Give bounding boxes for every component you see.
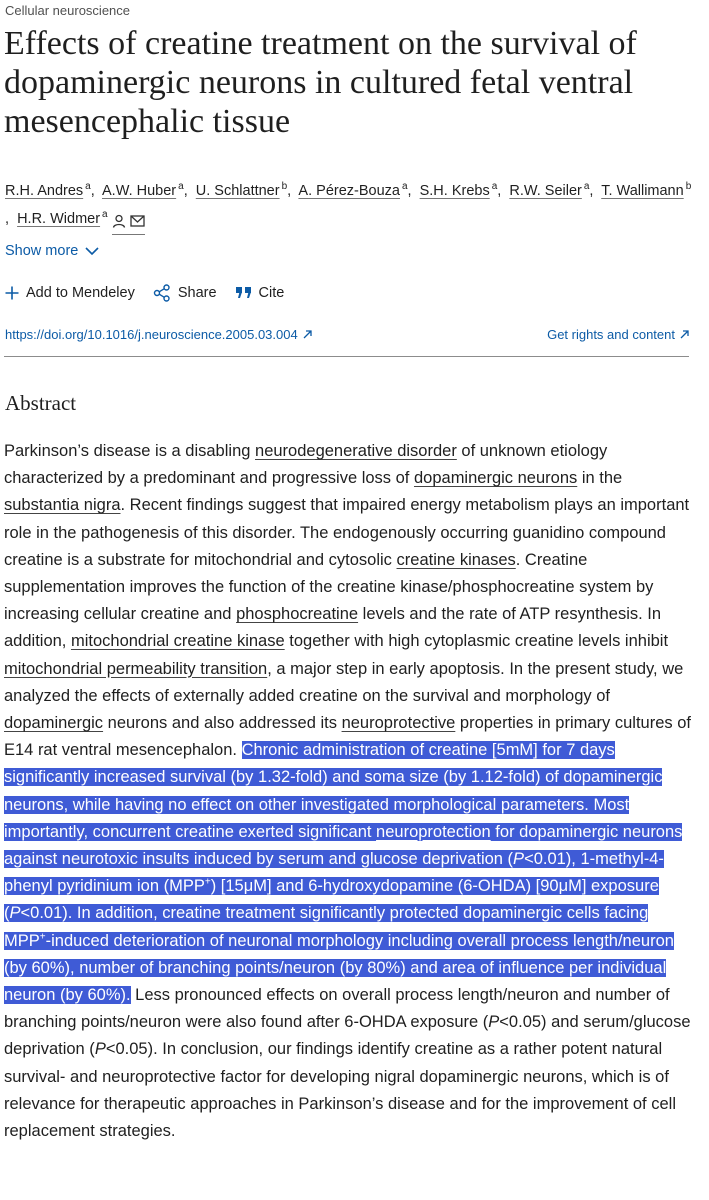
term-link[interactable]: dopaminergic — [4, 714, 104, 733]
term-link[interactable]: neuroprotective — [341, 714, 456, 733]
person-icon — [112, 214, 126, 228]
term-link[interactable]: dopaminergic neurons — [413, 469, 578, 488]
author-link[interactable]: A.W. Huber $^a$ — [102, 181, 184, 199]
author-link-corresponding[interactable]: H.R. Widmer $^a$ — [17, 209, 108, 227]
term-link[interactable]: neurodegenerative disorder — [255, 442, 457, 460]
term-link[interactable]: phosphocreatine — [236, 605, 359, 624]
chevron-down-icon — [85, 247, 99, 256]
envelope-icon — [130, 215, 145, 227]
external-link-icon — [303, 330, 312, 339]
show-more-button[interactable]: Show more — [5, 243, 99, 259]
author-list: R.H. Andres $^a$, A.W. Huber $^a$, U. Schlattner $^b$, A. Pérez-Bouza $^a$, S.H. Krebs $^a$, R.W. Seiler $^a$, T. Wallimann $^b$, H.R. Widmer $^a$ — [5, 175, 695, 235]
author-link[interactable]: A. Pérez-Bouza $^a$ — [298, 181, 408, 199]
term-link[interactable]: creatine kinases — [396, 550, 516, 569]
corresponding-author-icons[interactable] — [112, 209, 145, 235]
article-category[interactable]: Cellular neuroscience — [5, 3, 131, 18]
term-link[interactable]: neuroprotection — [376, 822, 491, 841]
article-title: Effects of creatine treatment on the survival of dopaminergic neurons in cultured fetal ventral mesencephalic tissue — [4, 25, 637, 140]
author-link[interactable]: R.H. Andres $^a$ — [5, 181, 91, 199]
section-divider — [4, 356, 689, 357]
cite-button[interactable]: Cite — [235, 285, 285, 301]
quote-icon — [235, 286, 252, 300]
abstract-heading: Abstract — [5, 391, 77, 415]
author-link[interactable]: U. Schlattner $^b$ — [195, 181, 288, 199]
doi-row — [5, 327, 689, 342]
author-link[interactable]: T. Wallimann $^b$ — [601, 181, 692, 199]
abstract-text: Parkinson’s disease is a disabling neurodegenerative disorder of unknown etiology characterized by a predominant and progressive loss of dopaminergic neurons in the substantia nigra. Recent findings suggest that impaired energy metabolism plays an important role in the pathogenesis of this disorder. The endogenously occurring guanidino compound creatine is a substrate for mitochondrial and cytosolic creatine kinases. Creatine supplementation improves the function of the creatine kinase/phosphocreatine system by increasing cellular creatine and phosphocreatine levels and the rate of ATP resynthesis. In addition, mitochondrial creatine kinase together with high cytoplasmic creatine levels inhibit mitochondrial permeability transition, a major step in early apoptosis. In the present study, we analyzed the effects of externally added creatine on the survival and morphology of dopaminergic neurons and also addressed its neuroprotective properties in primary cultures of E14 rat ventral mesencephalon. Chronic administration of creatine [5mM] for 7 days significantly increased survival (by 1.32-fold) and soma size (by 1.12-fold) of dopaminergic neurons, while having no effect on other investigated morphological parameters. Most importantly, concurrent creatine exerted significant neuroprotection for dopaminergic neurons against neurotoxic insults induced by serum and glucose deprivation (P<0.01), 1-methyl-4-phenyl pyridinium ion (MPP+) [15μM] and 6-hydroxydopamine (6-OHDA) [90μM] exposure (P<0.01). In addition, creatine treatment significantly protected dopaminergic cells facing MPP+-induced deterioration of neuronal morphology including overall process length/neuron (by 60%), number of branching points/neuron (by 80%) and area of influence per individual neuron (by 60%). Less pronounced effects on overall process length/neuron and number of branching points/neuron were also found after 6-OHDA exposure (P<0.05) and serum/glucose deprivation (P<0.05). In conclusion, our findings identify creatine as a rather potent natural survival- and neuroprotective factor for developing nigral dopaminergic neurons, which is of relevance for therapeutic approaches in Parkinson’s disease and for the improvement of cell replacement strategies. — [4, 442, 691, 1141]
share-icon — [153, 284, 171, 302]
add-to-mendeley-button[interactable]: Add to Mendeley — [5, 285, 135, 301]
author-link[interactable]: S.H. Krebs $^a$ — [419, 181, 498, 199]
doi-link[interactable]: https://doi.org/10.1016/j.neuroscience.2005.03.004 — [5, 327, 312, 342]
plus-icon — [5, 286, 19, 300]
term-link[interactable]: mitochondrial creatine kinase — [70, 632, 285, 651]
term-link[interactable]: substantia nigra — [4, 496, 121, 515]
external-link-icon — [680, 330, 689, 339]
rights-link[interactable]: Get rights and content — [547, 327, 689, 342]
term-link[interactable]: mitochondrial permeability transition — [4, 659, 268, 678]
selected-text[interactable]: Chronic administration of creatine [5mM] for 7 days significantly increased survival (by 1.32-fold) and soma size (by 1.12-fold) of dopaminergic neurons, while having no effect on other investigated morphological parameters. Most importantly, concurrent creatine exerted significant neuroprotection for dopaminergic neurons against neurotoxic insults induced by serum and glucose deprivation (P<0.01), 1-methyl-4-phenyl pyridinium ion (MPP+) [15μM] and 6-hydroxydopamine (6-OHDA) [90μM] exposure (P<0.01). In addition, creatine treatment significantly protected dopaminergic cells facing MPP+-induced deterioration of neuronal morphology including overall process length/neuron (by 60%), number of branching points/neuron (by 80%) and area of influence per individual neuron (by 60%). — [4, 741, 683, 1005]
share-button[interactable]: Share — [153, 284, 217, 302]
author-link[interactable]: R.W. Seiler $^a$ — [509, 181, 590, 199]
article-actions — [5, 284, 302, 302]
